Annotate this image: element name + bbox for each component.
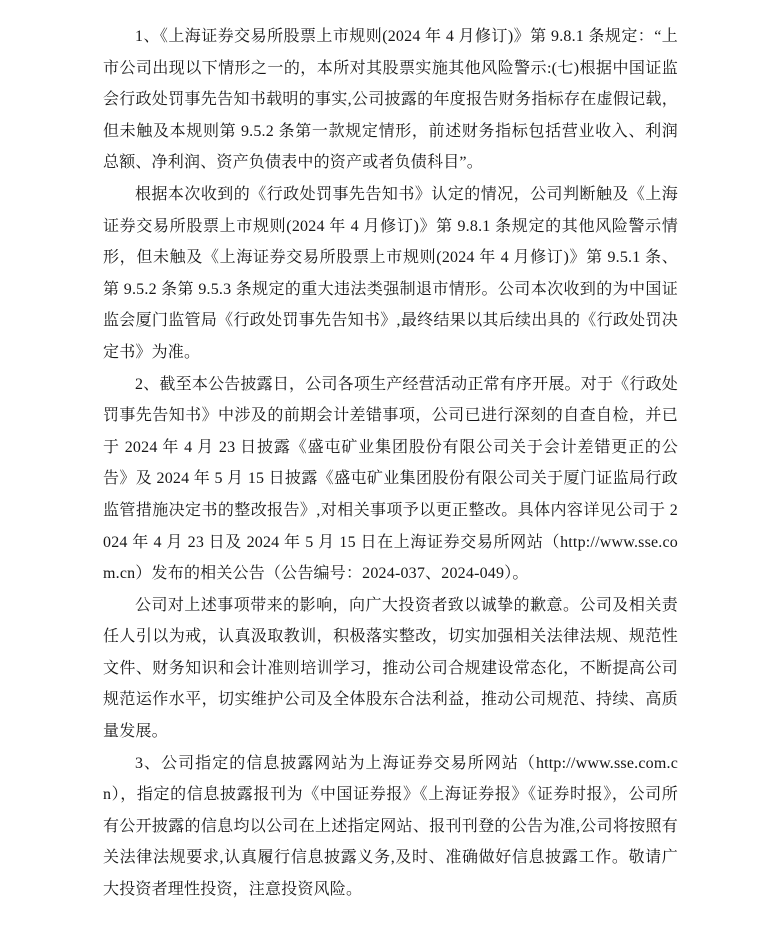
paragraph-rule-9-8-1: 1、《上海证券交易所股票上市规则(2024 年 4 月修订)》第 9.8.1 条规定：“上市公司出现以下情形之一的，本所对其股票实施其他风险警示:(七)根据中国证监会行政处罚事先告知书载明的事实,公司披露的年度报告财务指标存在虚假记载，但未触及本规则第 9.5.2 条第一款规定情形，前述财务指标包括营业收入、利润总额、净利润、资产负债表中的资产或者负债科目”。 xyxy=(103,28,678,172)
document-body xyxy=(103,21,678,906)
paragraph-correction-announcements: 2、截至本公告披露日，公司各项生产经营活动正常有序开展。对于《行政处罚事先告知书》中涉及的前期会计差错事项，公司已进行深刻的自查自检，并已于 2024 年 4 月 23 日披露《盛屯矿业集团股份有限公司关于会计差错更正的公告》及 2024 年 5 月 15 日披露《盛屯矿业集团股份有限公司关于厦门证监局行政监管措施决定书的整改报告》,对相关事项予以更正整改。具体内容详见公司于 2024 年 4 月 23 日及 2024 年 5 月 15 日在上海证券交易所网站（http://www.sse.com.cn）发布的相关公告（公告编号：2024-037、2024-049）。 xyxy=(103,375,678,583)
paragraph-apology: 公司对上述事项带来的影响，向广大投资者致以诚挚的歉意。公司及相关责任人引以为戒，认真汲取教训，积极落实整改，切实加强相关法律法规、规范性文件、财务知识和会计准则培训学习，推动公司合规建设常态化，不断提高公司规范运作水平，切实维护公司及全体股东合法利益，推动公司规范、持续、高质量发展。 xyxy=(103,596,678,741)
paragraph-disclosure-channels: 3、公司指定的信息披露网站为上海证券交易所网站（http://www.sse.com.cn），指定的信息披露报刊为《中国证券报》《上海证券报》《证券时报》，公司所有公开披露的信息均以公司在上述指定网站、报刊刊登的公告为准,公司将按照有关法律法规要求,认真履行信息披露义务,及时、准确做好信息披露工作。敬请广大投资者理性投资，注意投资风险。 xyxy=(103,754,678,899)
paragraph-risk-warning-judgment: 根据本次收到的《行政处罚事先告知书》认定的情况，公司判断触及《上海证券交易所股票上市规则(2024 年 4 月修订)》第 9.8.1 条规定的其他风险警示情形，但未触及《上海证券交易所股票上市规则(2024 年 4 月修订)》第 9.5.1 条、第 9.5.2 条第 9.5.3 条规定的重大违法类强制退市情形。公司本次收到的为中国证监会厦门监管局《行政处罚事先告知书》,最终结果以其后续出具的《行政处罚决定书》为准。 xyxy=(103,185,678,361)
